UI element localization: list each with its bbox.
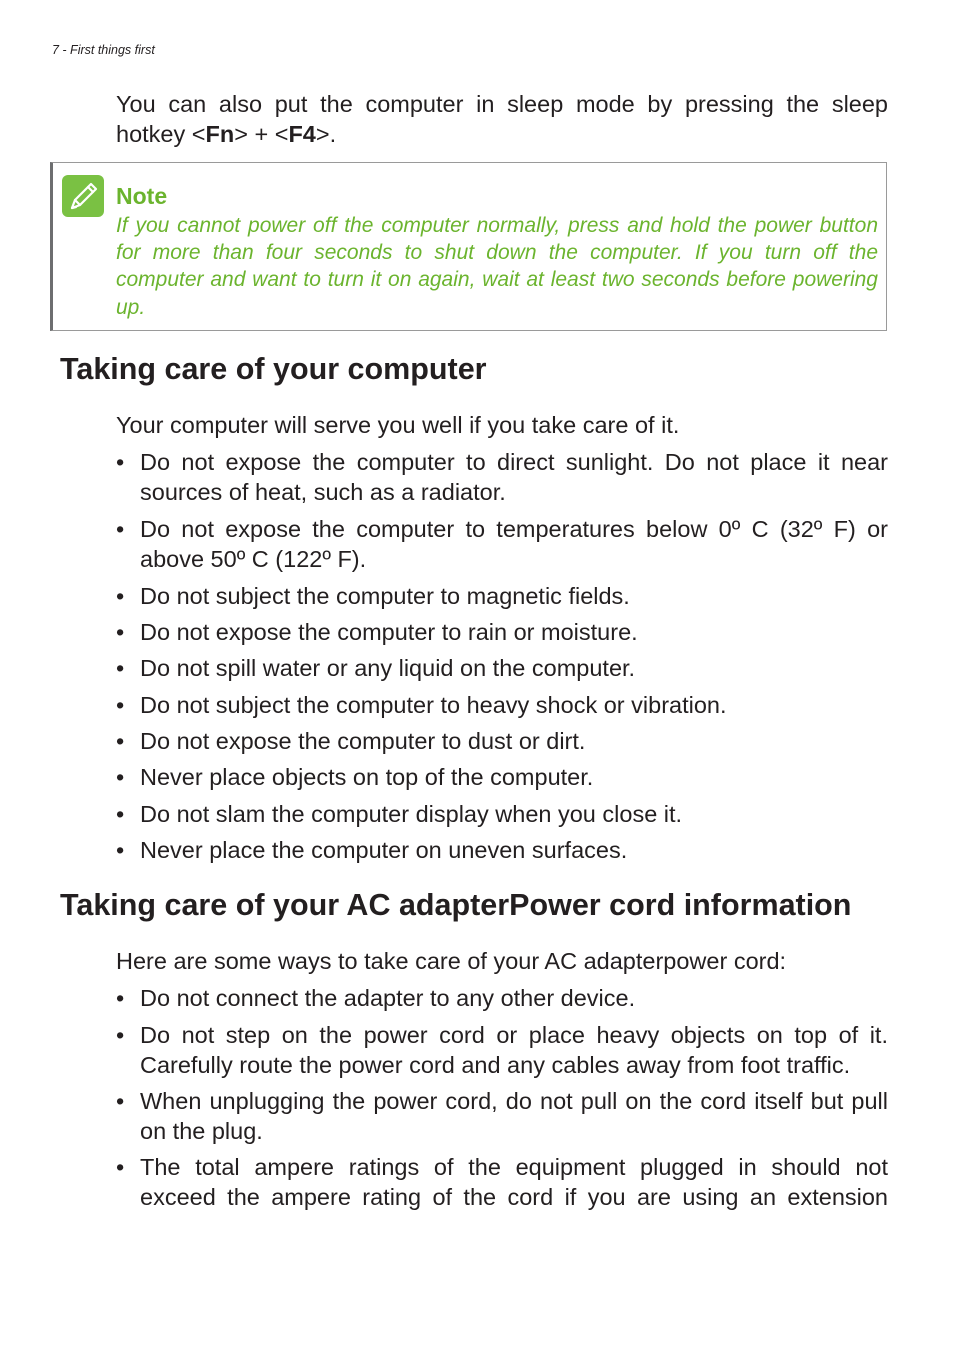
list-item: • Do not spill water or any liquid on the computer.	[116, 655, 636, 681]
sleep-hotkey-paragraph	[116, 89, 888, 149]
bullet-mark: •	[116, 985, 125, 1011]
pencil-icon	[62, 175, 104, 217]
section-heading-ac-adapter: Taking care of your AC adapterPower cord information	[60, 888, 852, 922]
list-item: • Do not subject the computer to magnetic fields.	[116, 583, 630, 609]
section-lead-ac-adapter: Here are some ways to take care of your AC adapterpower cord:	[116, 948, 787, 974]
bullet-mark: •	[116, 692, 125, 718]
bullet-mark: •	[116, 655, 125, 681]
bullet-mark: •	[116, 1154, 125, 1180]
bullet-mark: •	[116, 516, 125, 542]
intro-text-3: >.	[315, 121, 337, 147]
running-head: 7 - First things first	[52, 43, 155, 57]
list-item: • Do not expose the computer to dust or dirt.	[116, 728, 586, 754]
bullet-mark: •	[116, 764, 125, 790]
list-item: • Do not expose the computer to rain or moisture.	[116, 619, 638, 645]
bullet-mark: •	[116, 583, 125, 609]
note-text: If you cannot power off the computer normally, press and hold the power button for more than four seconds to shut down the computer. If you turn off the computer and want to turn it on again, wait at least two seconds before powering up.	[116, 214, 878, 319]
bullet-mark: •	[116, 619, 125, 645]
section-heading-computer-care: Taking care of your computer	[60, 352, 487, 386]
bullet-mark: •	[116, 837, 125, 863]
list-item: • The total ampere ratings of the equipment plugged in should not exceed the ampere rating of the cord if you are using an extension	[116, 1154, 888, 1210]
bullet-mark: •	[116, 449, 125, 475]
list-item: • Do not subject the computer to heavy shock or vibration.	[116, 692, 727, 718]
list-item: • Do not slam the computer display when you close it.	[116, 801, 683, 827]
bullet-mark: •	[116, 1088, 125, 1114]
list-item: • Do not step on the power cord or place heavy objects on top of it. Carefully route the power cord and any cables away from foot traffic.	[116, 1022, 888, 1078]
note-box	[50, 162, 887, 331]
bullet-mark: •	[116, 801, 125, 827]
ac-adapter-care-list	[116, 983, 888, 1212]
intro-text-1: You can also put the computer in sleep mode by pressing the sleep hotkey <	[116, 91, 888, 147]
computer-care-list	[116, 447, 888, 865]
list-item: • Never place the computer on uneven surfaces.	[116, 837, 628, 863]
intro-text-2: > + <	[234, 121, 289, 147]
bullet-mark: •	[116, 1022, 125, 1048]
list-item: • Do not expose the computer to temperatures below 0º C (32º F) or above 50º C (122º F).	[116, 516, 888, 572]
bullet-mark: •	[116, 728, 125, 754]
f4-key: F4	[288, 121, 316, 147]
list-item: • Do not expose the computer to direct sunlight. Do not place it near sources of heat, such as a radiator.	[116, 449, 888, 505]
list-item: • Never place objects on top of the computer.	[116, 764, 594, 790]
section-lead-computer-care: Your computer will serve you well if you take care of it.	[116, 412, 680, 438]
list-item: • Do not connect the adapter to any other device.	[116, 985, 636, 1011]
fn-key: Fn	[205, 121, 235, 147]
list-item: • When unplugging the power cord, do not pull on the cord itself but pull on the plug.	[116, 1088, 888, 1144]
note-title: Note	[116, 183, 168, 209]
